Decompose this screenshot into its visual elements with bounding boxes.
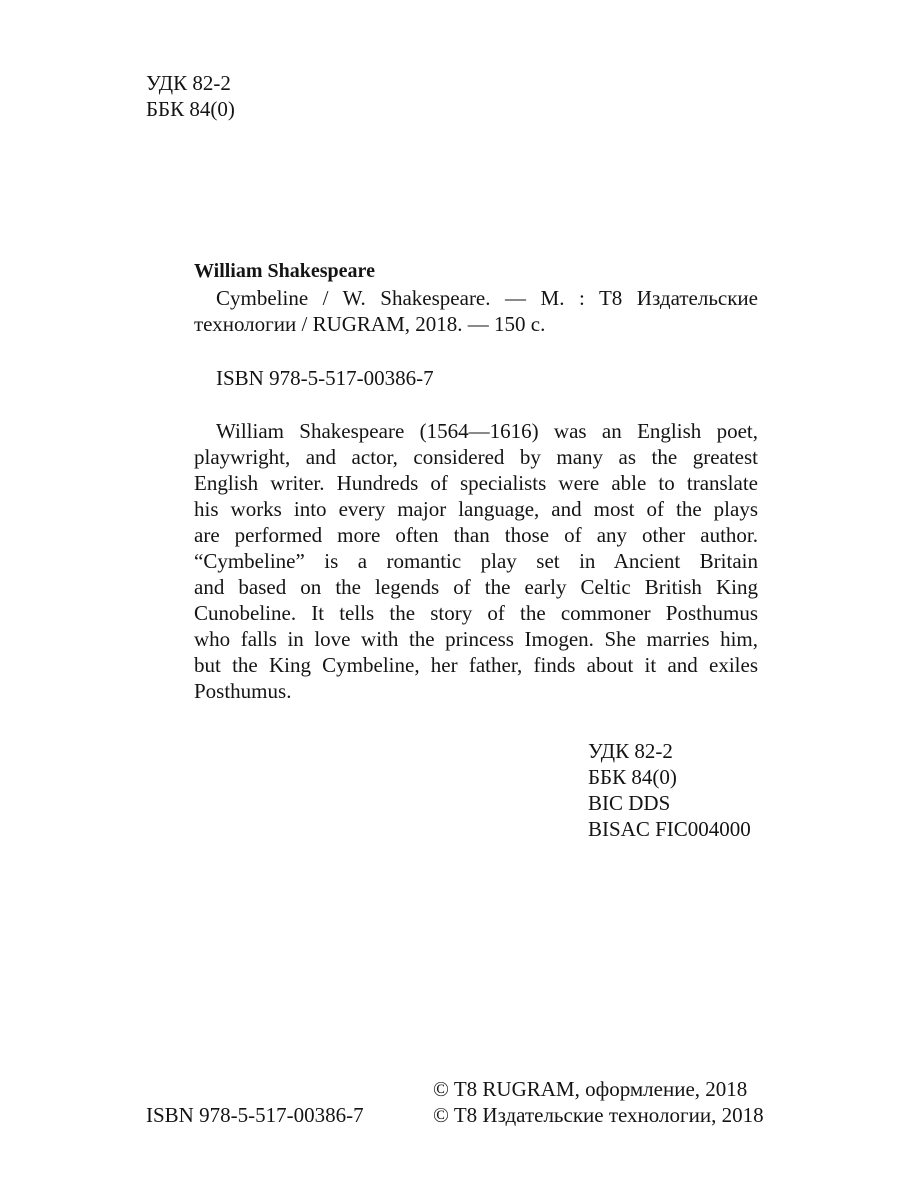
bottom-classification [588, 738, 751, 842]
annotation-line: are performed more often than those of any other author. [194, 523, 758, 547]
copyright-rugram: © T8 RUGRAM, оформление, 2018 [433, 1077, 748, 1101]
annotation-line: “Cymbeline” is a romantic play set in Ancient Britain [194, 549, 758, 573]
bibliographic-record [194, 285, 758, 337]
top-classification [146, 70, 235, 122]
footer-isbn: ISBN 978-5-517-00386-7 [146, 1103, 364, 1127]
annotation-line: William Shakespeare (1564—1616) was an English poet, [216, 419, 758, 443]
author-name: William Shakespeare [194, 260, 375, 282]
annotation-line: and based on the legends of the early Celtic British King [194, 575, 758, 599]
bbk-code: ББК 84(0) [588, 765, 677, 789]
isbn-line: ISBN 978-5-517-00386-7 [216, 366, 434, 390]
annotation-line: but the King Cymbeline, her father, finds about it and exiles [194, 653, 758, 677]
annotation-line: Posthumus. [194, 679, 292, 703]
annotation-paragraph [194, 418, 758, 704]
copyright-block [433, 1076, 764, 1128]
bic-code: BIC DDS [588, 791, 671, 815]
annotation-line: his works into every major language, and most of the plays [194, 497, 758, 521]
annotation-line: Cunobeline. It tells the story of the commoner Posthumus [194, 601, 758, 625]
bbk-code: ББК 84(0) [146, 97, 235, 121]
bisac-code: BISAC FIC004000 [588, 817, 751, 841]
annotation-line: playwright, and actor, considered by many as the greatest [194, 445, 758, 469]
annotation-line: who falls in love with the princess Imogen. She marries him, [194, 627, 758, 651]
copyright-t8: © T8 Издательские технологии, 2018 [433, 1103, 764, 1127]
annotation-line: English writer. Hundreds of specialists were able to translate [194, 471, 758, 495]
bibliographic-record-line: технологии / RUGRAM, 2018. — 150 с. [194, 312, 546, 336]
udk-code: УДК 82-2 [588, 739, 673, 763]
bibliographic-record-line: Cymbeline / W. Shakespeare. — M. : T8 Издательские [216, 286, 758, 310]
udk-code: УДК 82-2 [146, 71, 231, 95]
